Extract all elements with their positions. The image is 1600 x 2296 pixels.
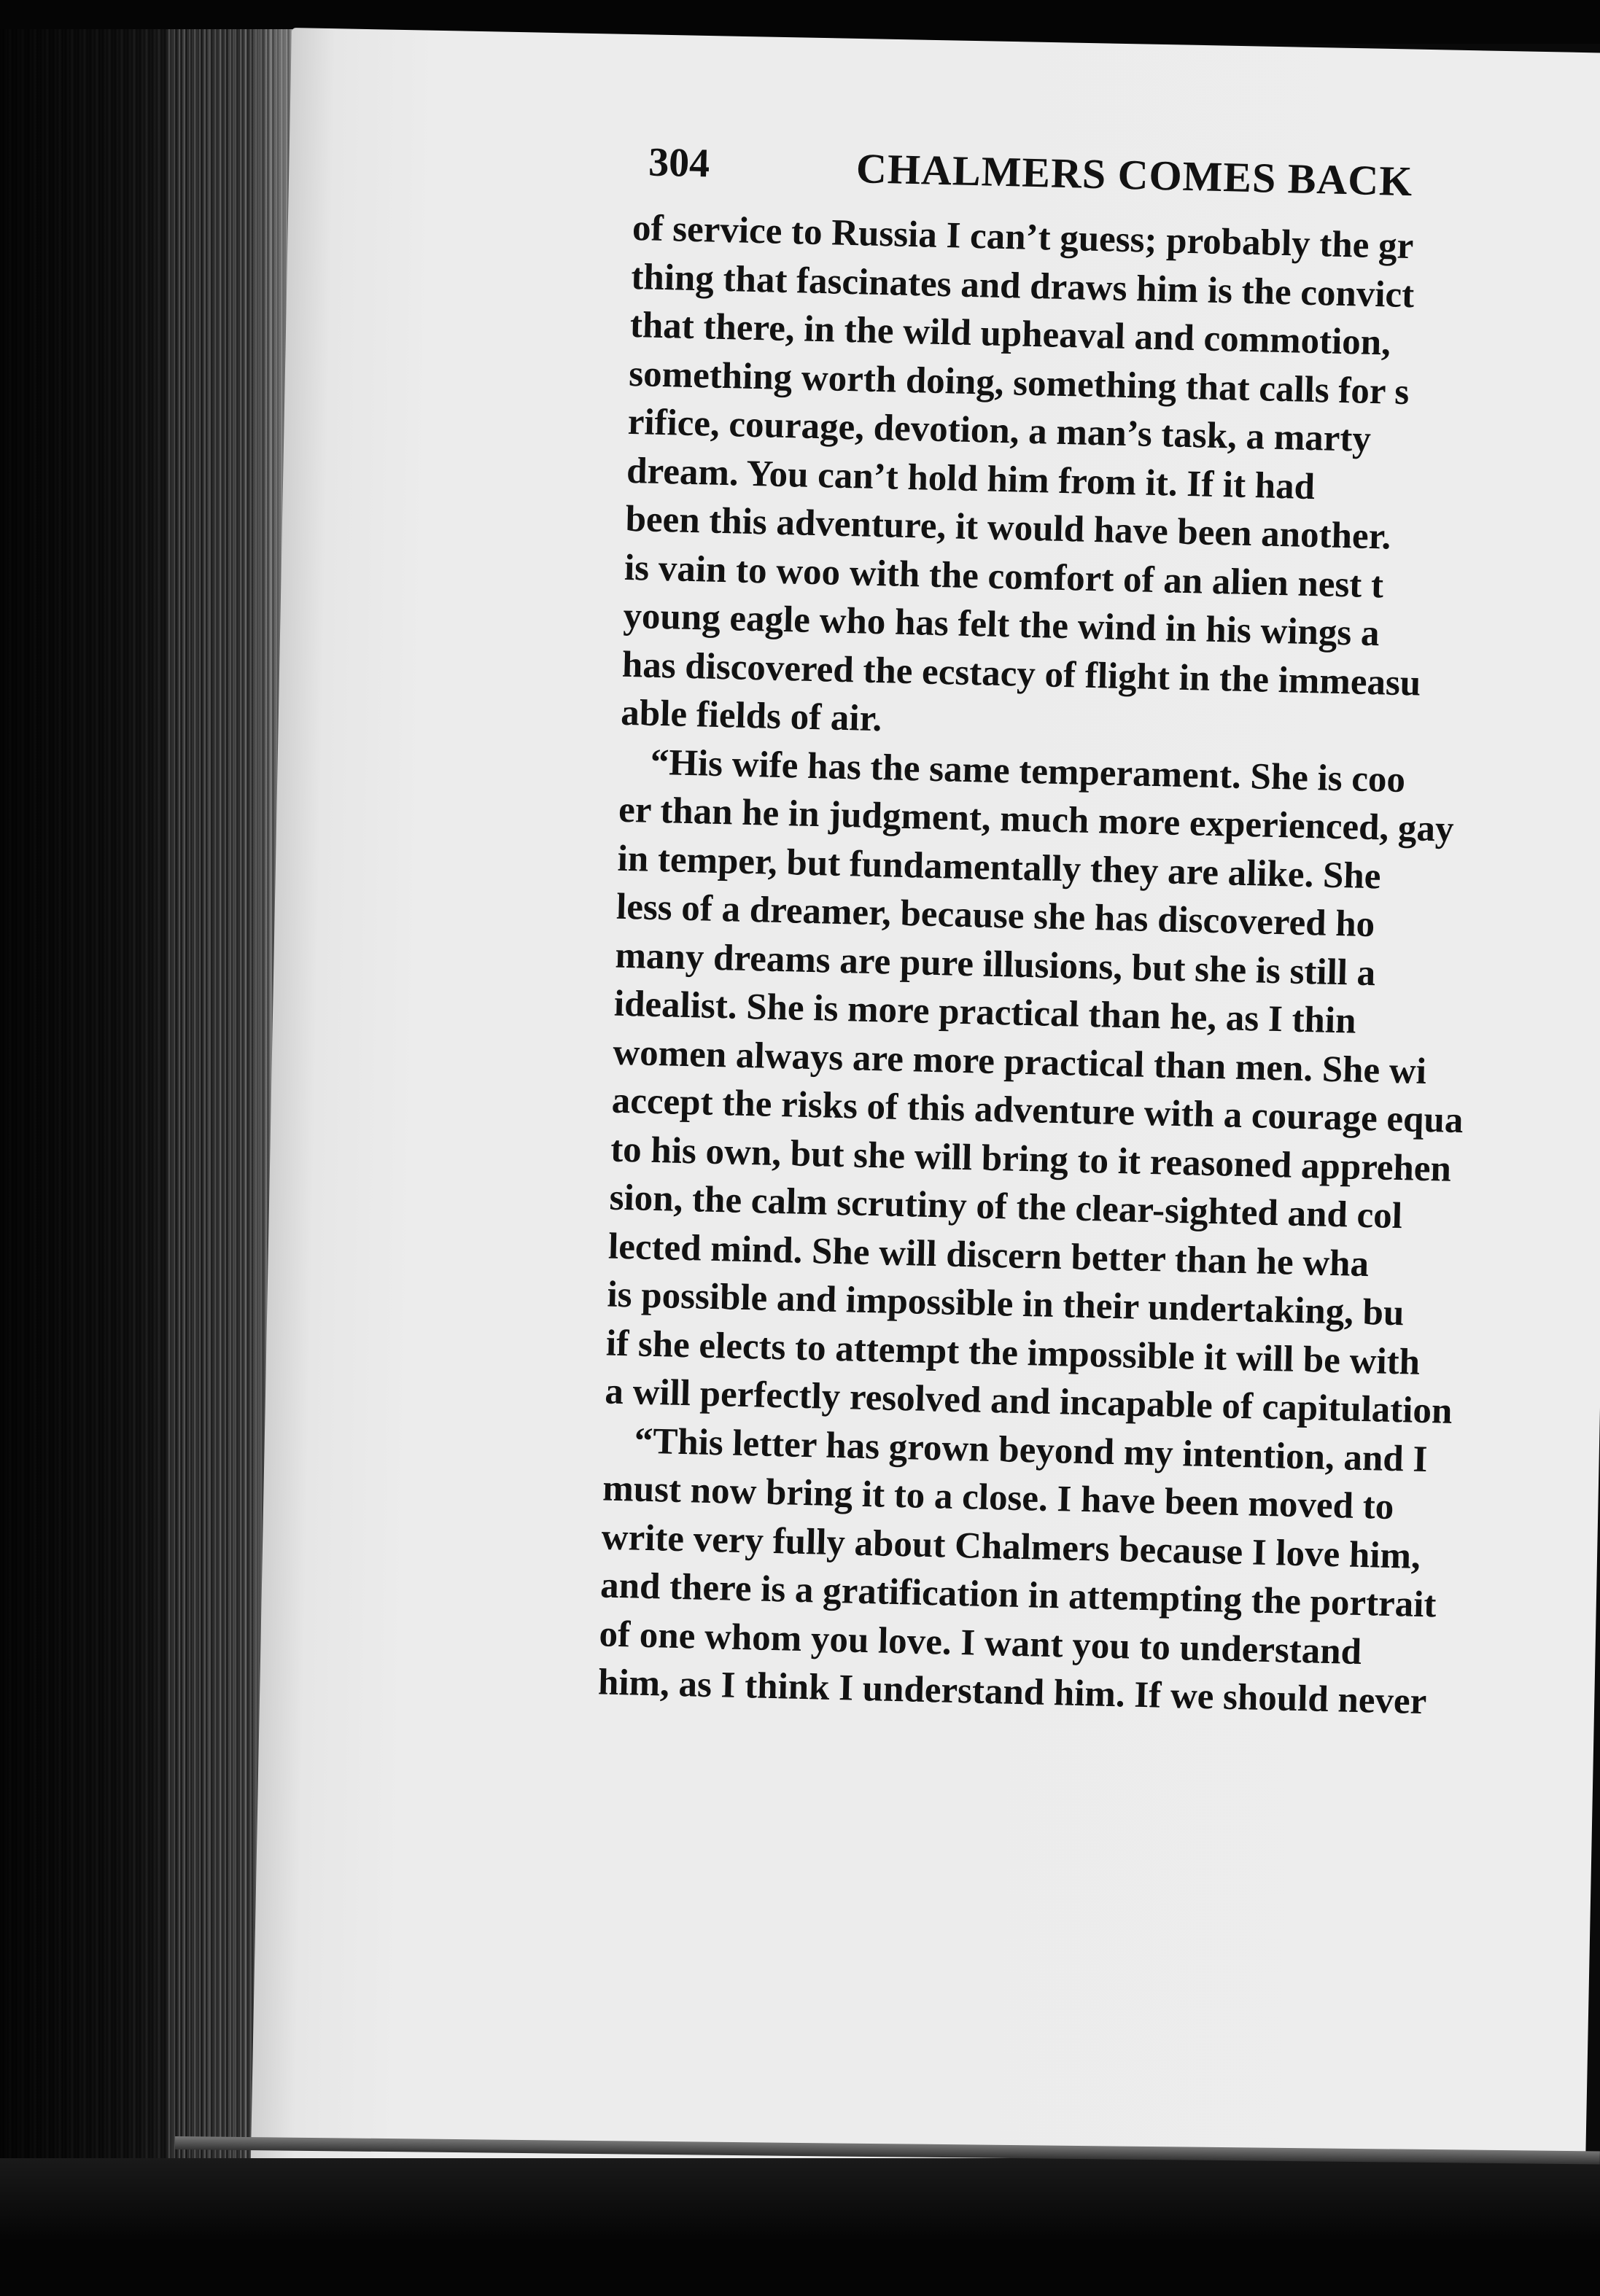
text-line: to his own, but she will bring to it reasoned apprehen — [610, 1129, 1452, 1190]
text-line: able fields of air. — [620, 692, 882, 740]
text-line: has discovered the ecstacy of flight in the immeasu — [621, 644, 1421, 704]
text-line: and there is a gratification in attempting the portrait — [599, 1565, 1437, 1626]
text-line: write very fully about Chalmers because I love him, — [601, 1516, 1421, 1577]
paragraph-start-line: “His wife has the same temperament. She is coo — [650, 742, 1406, 801]
text-line: is possible and impossible in their undertaking, bu — [606, 1274, 1405, 1334]
text-line: accept the risks of this adventure with a courage equa — [611, 1080, 1464, 1142]
text-line: been this adventure, it would have been another. — [625, 498, 1391, 558]
text-line: many dreams are pure illusions, but she is still a — [614, 935, 1376, 994]
text-line: is vain to woo with the comfort of an alien nest t — [624, 547, 1384, 606]
paragraph-start-line: “This letter has grown beyond my intention, and I — [634, 1420, 1428, 1480]
text-line: must now bring it to a close. I have been moved to — [602, 1468, 1394, 1528]
text-line: that there, in the wild upheaval and commotion, — [629, 304, 1391, 364]
page-text-block — [597, 139, 1600, 1731]
text-line: in temper, but fundamentally they are alike. She — [617, 838, 1382, 897]
text-line: er than he in judgment, much more experienced, gay — [618, 789, 1455, 850]
running-title: CHALMERS COMES BACK — [855, 144, 1414, 206]
text-line: women always are more practical than men. She wi — [612, 1032, 1427, 1092]
text-line: a will perfectly resolved and incapable of capitulation — [604, 1371, 1453, 1432]
text-line: young eagle who has felt the wind in his wings a — [622, 595, 1380, 655]
body-text — [597, 204, 1600, 1731]
text-line: if she elects to attempt the impossible it will be with — [605, 1323, 1421, 1383]
text-line: rifice, courage, devotion, a man’s task, a marty — [627, 401, 1372, 460]
text-line: something worth doing, something that calls for s — [628, 353, 1410, 413]
text-line: him, as I think I understand him. If we should never — [597, 1662, 1427, 1723]
text-line: lected mind. She will discern better than he wha — [607, 1226, 1370, 1285]
text-line: of one whom you love. I want you to understand — [599, 1613, 1362, 1673]
text-line: dream. You can’t hold him from it. If it had — [626, 450, 1316, 507]
text-line: sion, the calm scrutiny of the clear-sighted and col — [609, 1177, 1403, 1237]
text-line: thing that fascinates and draws him is the convict — [630, 256, 1415, 316]
text-line: of service to Russia I can’t guess; probably the gr — [632, 207, 1414, 268]
bottom-shadow — [0, 2158, 1600, 2296]
text-line: less of a dreamer, because she has discovered ho — [615, 886, 1375, 946]
text-line: idealist. She is more practical than he, as I thin — [613, 983, 1357, 1042]
page-number: 304 — [648, 139, 710, 187]
